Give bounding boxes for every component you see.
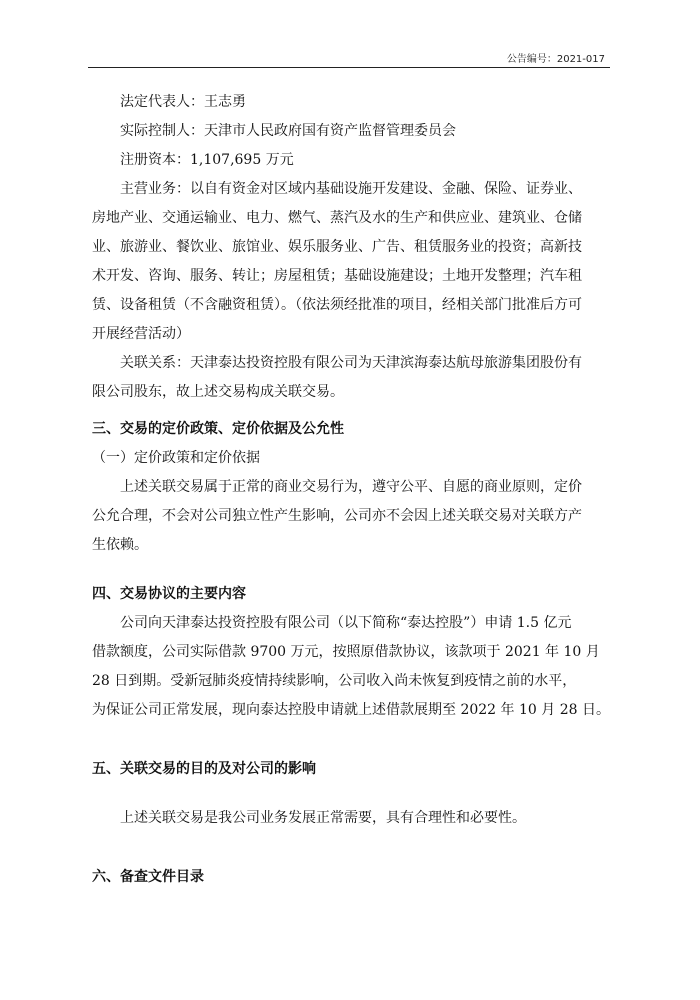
- main-business-paragraph: [92, 175, 605, 349]
- section-4-heading: 四、交易协议的主要内容: [92, 586, 246, 602]
- actual-controller: 实际控制人：天津市人民政府国有资产监督管理委员会: [120, 123, 456, 139]
- registered-capital: 注册资本：1,107,695 万元: [120, 152, 294, 168]
- section-3-paragraph: [92, 473, 605, 560]
- paragraph-line: 赁、设备租赁（不含融资租赁）。（依法须经批准的项目，经相关部门批准后方可: [92, 297, 582, 313]
- paragraph-line: 限公司股东，故上述交易构成关联交易。: [92, 384, 344, 400]
- section-6-heading: 六、备查文件目录: [92, 869, 204, 885]
- header-divider: [88, 67, 610, 68]
- section-5-paragraph: 上述关联交易是我公司业务发展正常需要，具有合理性和必要性。: [120, 810, 526, 826]
- paragraph-line: 28 日到期。受新冠肺炎疫情持续影响，公司收入尚未恢复到疫情之前的水平，: [92, 673, 577, 689]
- section-4-paragraph: [92, 609, 610, 725]
- relationship-paragraph: [92, 349, 605, 407]
- paragraph-line: 公允合理，不会对公司独立性产生影响，公司亦不会因上述关联交易对关联方产: [92, 508, 582, 524]
- paragraph-line: 术开发、咨询、服务、转让；房屋租赁；基础设施建设；土地开发整理；汽车租: [92, 268, 582, 284]
- paragraph-line: 房地产业、交通运输业、电力、燃气、蒸汽及水的生产和供应业、建筑业、仓储: [92, 210, 582, 226]
- paragraph-line: 上述关联交易属于正常的商业交易行为，遵守公平、自愿的商业原则，定价: [120, 479, 582, 495]
- section-3-subheading: （一）定价政策和定价依据: [92, 450, 260, 466]
- section-3-heading: 三、交易的定价政策、定价依据及公允性: [92, 421, 344, 437]
- section-5-heading: 五、关联交易的目的及对公司的影响: [92, 761, 316, 777]
- paragraph-line: 关联关系：天津泰达投资控股有限公司为天津滨海泰达航母旅游集团股份有: [120, 355, 582, 371]
- paragraph-line: 借款额度，公司实际借款 9700 万元，按照原借款协议，该款项于 2021 年 10 月: [92, 644, 600, 660]
- document-body: [92, 88, 610, 892]
- paragraph-line: 生依赖。: [92, 537, 148, 553]
- paragraph-line: 开展经营活动）: [92, 326, 190, 342]
- announcement-number: 公告编号：2021-017: [506, 54, 605, 65]
- paragraph-line: 公司向天津泰达投资控股有限公司（以下简称“泰达控股”）申请 1.5 亿元: [120, 615, 572, 631]
- paragraph-line: 业、旅游业、餐饮业、旅馆业、娱乐服务业、广告、租赁服务业的投资；高新技: [92, 239, 582, 255]
- paragraph-line: 主营业务：以自有资金对区域内基础设施开发建设、金融、保险、证券业、: [120, 181, 582, 197]
- paragraph-line: 为保证公司正常发展，现向泰达控股申请就上述借款展期至 2022 年 10 月 28 日。: [92, 702, 610, 718]
- legal-representative: 法定代表人：王志勇: [120, 94, 246, 110]
